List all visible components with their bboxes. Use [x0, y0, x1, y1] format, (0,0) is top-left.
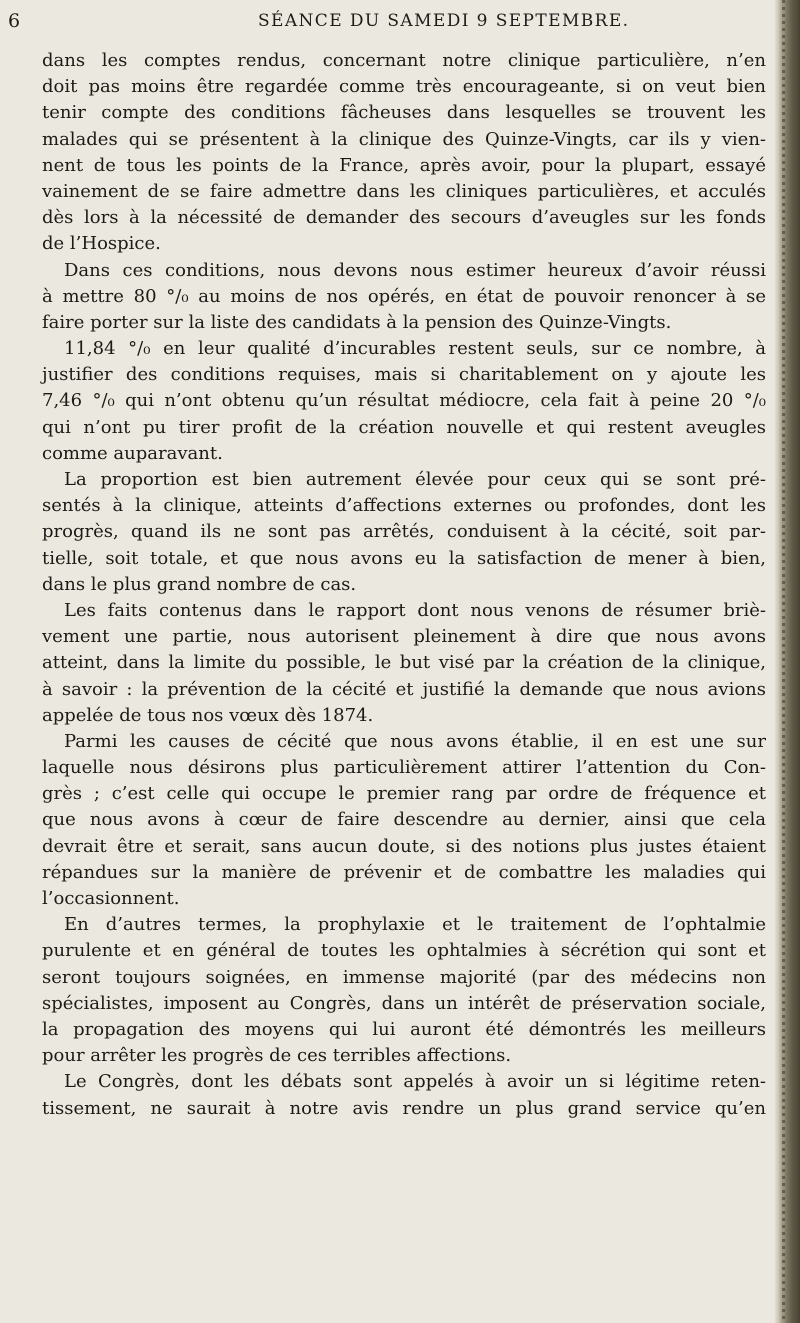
text-line: doit pas moins être regardée comme très encourageante, si on veut bien: [42, 76, 766, 98]
text-line: faire porter sur la liste des candidats à la pension des Quinze-Vingts.: [42, 311, 672, 333]
text-line: que nous avons à cœur de faire descendre au dernier, ainsi que cela: [42, 809, 766, 831]
running-head: SÉANCE DU SAMEDI 9 SEPTEMBRE.: [258, 11, 630, 31]
text-line: Le Congrès, dont les débats sont appelés à avoir un si légitime reten-: [64, 1071, 766, 1093]
paragraph: [42, 598, 766, 729]
text-line: progrès, quand ils ne sont pas arrêtés, conduisent à la cécité, soit par-: [42, 521, 766, 543]
text-line: grès ; c’est celle qui occupe le premier rang par ordre de fréquence et: [42, 783, 766, 805]
paragraph: [42, 48, 766, 258]
text-line: seront toujours soignées, en immense majorité (par des médecins non: [42, 966, 766, 988]
text-line: tenir compte des conditions fâcheuses dans lesquelles se trouvent les: [42, 102, 766, 124]
text-line: vement une partie, nous autorisent pleinement à dire que nous avons: [42, 626, 766, 648]
text-line: tielle, soit totale, et que nous avons eu la satisfaction de mener à bien,: [42, 547, 766, 569]
paragraph: [42, 729, 766, 912]
text-line: Parmi les causes de cécité que nous avons établie, il en est une sur: [64, 730, 766, 752]
text-line: tissement, ne saurait à notre avis rendre un plus grand service qu’en: [42, 1097, 766, 1119]
text-line: 11,84 °/₀ en leur qualité d’incurables restent seuls, sur ce nombre, à: [64, 338, 766, 360]
paragraph: [42, 258, 766, 337]
body-text: [42, 48, 766, 1122]
text-line: 7,46 °/₀ qui n’ont obtenu qu’un résultat médiocre, cela fait à peine 20 °/₀: [42, 390, 766, 412]
text-line: à mettre 80 °/₀ au moins de nos opérés, en état de pouvoir renoncer à se: [42, 285, 766, 307]
text-line: Les faits contenus dans le rapport dont nous venons de résumer briè-: [64, 599, 766, 621]
text-line: qui n’ont pu tirer profit de la création nouvelle et qui restent aveugles: [42, 416, 766, 438]
text-line: la propagation des moyens qui lui auront été démontrés les meilleurs: [42, 1018, 766, 1040]
text-line: En d’autres termes, la prophylaxie et le traitement de l’ophtalmie: [64, 914, 766, 936]
paragraph: [42, 912, 766, 1069]
page-header: [0, 8, 780, 38]
binding-edge: [774, 0, 800, 1323]
text-line: La proportion est bien autrement élevée pour ceux qui se sont pré-: [64, 469, 766, 490]
text-line: nent de tous les points de la France, après avoir, pour la plupart, essayé: [42, 154, 766, 176]
text-line: de l’Hospice.: [42, 233, 161, 255]
text-line: comme auparavant.: [42, 442, 223, 464]
text-line: dès lors à la nécessité de demander des secours d’aveugles sur les fonds: [42, 207, 766, 229]
text-line: justifier des conditions requises, mais si charitablement on y ajoute les: [42, 364, 766, 386]
text-line: Dans ces conditions, nous devons nous estimer heureux d’avoir réussi: [64, 259, 766, 281]
text-line: malades qui se présentent à la clinique des Quinze-Vingts, car ils y vien-: [42, 128, 766, 150]
text-line: pour arrêter les progrès de ces terribles affections.: [42, 1045, 512, 1067]
paragraph: [42, 336, 766, 467]
text-line: l’occasionnent.: [42, 888, 180, 909]
text-line: spécialistes, imposent au Congrès, dans un intérêt de préservation sociale,: [42, 992, 766, 1014]
paragraph: [42, 1069, 766, 1121]
text-line: appelée de tous nos vœux dès 1874.: [42, 704, 374, 726]
text-line: purulente et en général de toutes les ophtalmies à sécrétion qui sont et: [42, 940, 766, 962]
text-line: sentés à la clinique, atteints d’affections externes ou profondes, dont les: [42, 495, 766, 517]
text-line: répandues sur la manière de prévenir et de combattre les maladies qui: [42, 861, 766, 883]
text-line: vainement de se faire admettre dans les cliniques particulières, et acculés: [42, 180, 766, 202]
text-line: dans le plus grand nombre de cas.: [42, 573, 357, 595]
text-line: dans les comptes rendus, concernant notre clinique particulière, n’en: [42, 50, 766, 71]
text-line: devrait être et serait, sans aucun doute, si des notions plus justes étaient: [42, 835, 766, 857]
text-line: atteint, dans la limite du possible, le but visé par la création de la clinique,: [42, 652, 766, 674]
text-line: laquelle nous désirons plus particulièrement attirer l’attention du Con-: [42, 757, 766, 779]
text-line: à savoir : la prévention de la cécité et justifié la demande que nous avions: [42, 678, 766, 700]
page-number: 6: [8, 10, 21, 32]
paragraph: [42, 467, 766, 598]
